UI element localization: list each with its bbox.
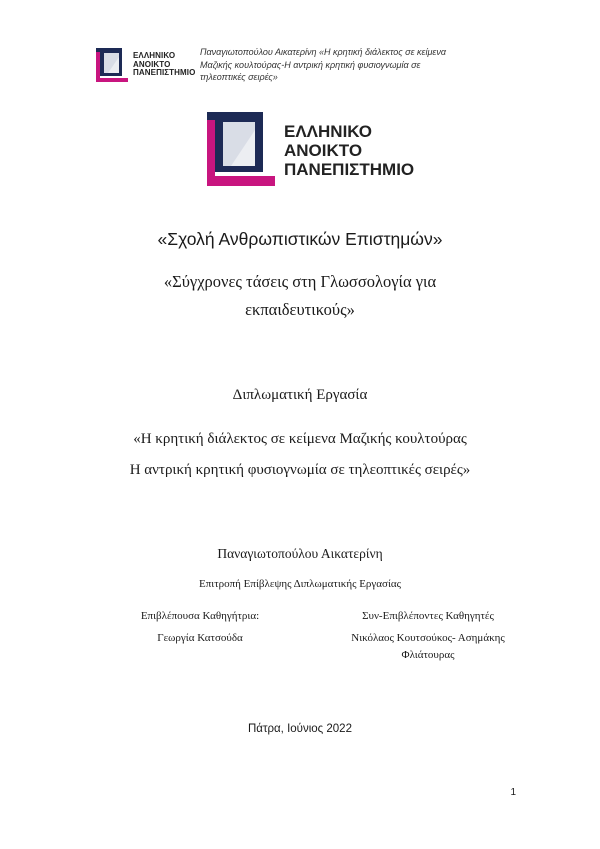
co-supervisors-block	[318, 605, 538, 661]
program-name	[100, 268, 500, 324]
running-header	[200, 46, 530, 84]
logo-large-line-2: ΑΝΟΙΚΤΟ	[284, 141, 363, 160]
school-name: «Σχολή Ανθρωπιστικών Επιστημών»	[157, 229, 443, 249]
place-date: Πάτρα, Ιούνιος 2022	[248, 723, 352, 735]
logo-large-line-3: ΠΑΝΕΠΙΣΤΗΜΙΟ	[284, 160, 415, 179]
thesis-title	[60, 424, 540, 486]
running-header-line-3: τηλεοπτικές σειρές»	[200, 72, 278, 82]
thesis-title-line-1: «Η κρητική διάλεκτος σε κείμενα Μαζικής κουλτούρας	[133, 431, 467, 447]
running-header-line-2: Μαζικής κουλτούρας-Η αντρική κρητική φυσιογνωμία σε	[200, 59, 421, 70]
logo-line-1: ΕΛΛΗΝΙΚΟ	[133, 51, 176, 60]
title-logo-text	[284, 122, 414, 179]
logo-line-3: ΠΑΝΕΠΙΣΤΗΜΙΟ	[133, 68, 196, 77]
author-name: Παναγιωτοπούλου Αικατερίνη	[217, 546, 383, 561]
thesis-title-line-2: Η αντρική κρητική φυσιογνωμία σε τηλεοπτικές σειρές»	[129, 462, 471, 478]
supervisor-name: Γεωργία Κατσούδα	[157, 632, 243, 644]
supervisor-role: Επιβλέπουσα Καθηγήτρια:	[140, 610, 260, 622]
co-supervisors-names-line-1: Νικόλαος Κουτσούκος- Ασημάκης	[351, 632, 505, 644]
header-logo-text	[133, 52, 195, 78]
header-logo	[96, 48, 196, 84]
committee-heading: Επιτροπή Επίβλεψης Διπλωματικής Εργασίας	[198, 578, 402, 590]
running-header-line-1: Παναγιωτοπούλου Αικατερίνη «Η κρητική διάλεκτος σε κείμενα	[200, 47, 447, 57]
thesis-type: Διπλωματική Εργασία	[232, 387, 368, 403]
title-logo	[207, 112, 415, 186]
page-number: 1	[510, 787, 516, 798]
university-logo-icon	[96, 48, 132, 84]
co-supervisors-role: Συν-Επιβλέποντες Καθηγητές	[362, 610, 494, 622]
logo-large-line-1: ΕΛΛΗΝΙΚΟ	[284, 122, 373, 141]
supervisor-block	[90, 605, 310, 649]
co-supervisors-names-line-2: Φλιάτουρας	[401, 649, 455, 661]
logo-line-2: ΑΝΟΙΚΤΟ	[133, 59, 171, 69]
program-line-2: εκπαιδευτικούς»	[245, 300, 355, 319]
program-line-1: «Σύγχρονες τάσεις στη Γλωσσολογία για	[163, 272, 437, 291]
university-logo-large-icon	[207, 112, 281, 186]
